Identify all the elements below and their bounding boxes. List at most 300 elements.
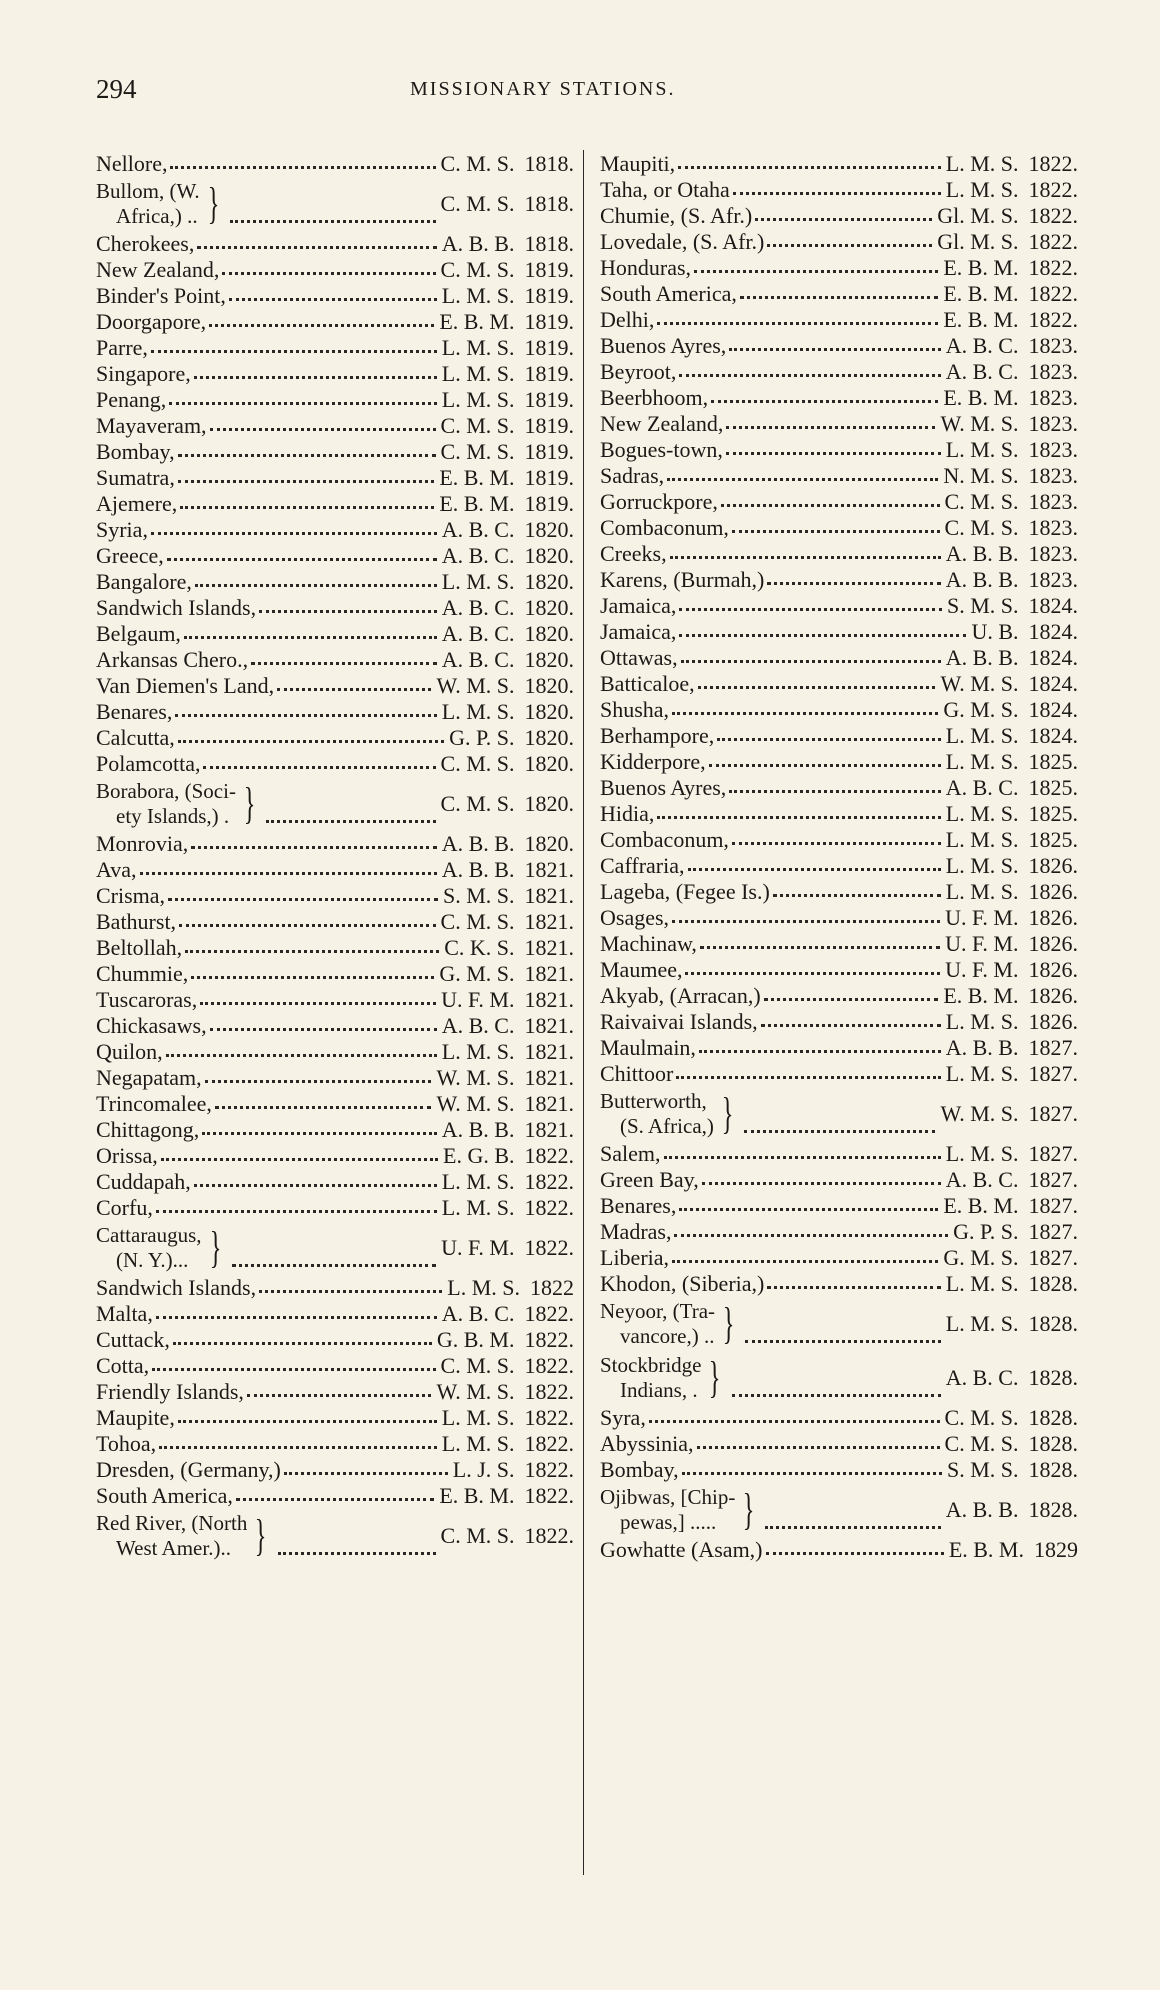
society-code: A. B. C.: [441, 620, 515, 646]
station-year: 1827.: [1028, 1218, 1078, 1244]
station-place: [96, 779, 236, 829]
dot-leader: [764, 997, 939, 1001]
station-place: Khodon, (Siberia,): [600, 1270, 765, 1296]
station-year: 1822: [530, 1274, 574, 1300]
station-place: Batticaloe,: [600, 670, 695, 696]
station-entry: [96, 231, 574, 257]
station-entry: [96, 909, 574, 935]
society-code: L. M. S.: [945, 1310, 1019, 1336]
station-place: Benares,: [600, 1192, 677, 1218]
society-code: U. F. M.: [945, 930, 1019, 956]
society-code: L. M. S.: [945, 436, 1019, 462]
dot-leader: [168, 897, 438, 901]
station-place: Machinaw,: [600, 930, 697, 956]
dot-leader: [197, 245, 436, 249]
dot-leader: [729, 347, 940, 351]
dot-leader: [251, 661, 437, 665]
dot-leader: [672, 1259, 938, 1263]
society-code: W. M. S.: [436, 1090, 515, 1116]
station-place: South America,: [600, 280, 737, 306]
society-code: W. M. S.: [940, 670, 1019, 696]
station-year: 1819.: [524, 438, 574, 464]
station-year: 1822.: [1028, 150, 1078, 176]
station-place: New Zealand,: [600, 410, 724, 436]
station-place: Crisma,: [96, 882, 166, 908]
station-entry: [96, 1353, 574, 1379]
station-year: 1824.: [1028, 722, 1078, 748]
station-year: 1821.: [524, 1038, 574, 1064]
station-year: 1822.: [1028, 176, 1078, 202]
station-year: 1819.: [524, 256, 574, 282]
dot-leader: [178, 739, 444, 743]
station-entry: [96, 257, 574, 283]
dot-leader: [202, 1131, 436, 1135]
station-place: Cuddapah,: [96, 1168, 191, 1194]
station-entry: [600, 1087, 1078, 1141]
station-place: Creeks,: [600, 540, 667, 566]
station-place: South America,: [96, 1482, 233, 1508]
society-code: C. M. S.: [440, 412, 515, 438]
station-entry: [96, 517, 574, 543]
station-entry: [96, 1405, 574, 1431]
station-entry: [600, 905, 1078, 931]
station-entry: [96, 1013, 574, 1039]
station-year: 1822.: [1028, 202, 1078, 228]
station-year: 1822.: [524, 1194, 574, 1220]
station-year: 1825.: [1028, 748, 1078, 774]
dot-leader: [732, 841, 941, 845]
station-place: Liberia,: [600, 1244, 670, 1270]
station-entry: [600, 1271, 1078, 1297]
station-place-line: pewas,] .....: [620, 1510, 717, 1534]
station-year: 1819.: [524, 308, 574, 334]
dot-leader: [697, 1445, 940, 1449]
station-place: Beltollah,: [96, 934, 183, 960]
station-year: 1823.: [1028, 332, 1078, 358]
station-year: 1819.: [524, 464, 574, 490]
station-place: Gowhatte (Asam,): [600, 1536, 763, 1562]
society-code: E. B. M.: [943, 1192, 1019, 1218]
dot-leader: [178, 479, 434, 483]
society-code: U. F. M.: [945, 904, 1019, 930]
dot-leader: [232, 1263, 436, 1267]
dot-leader: [732, 1393, 941, 1397]
station-entry: [600, 645, 1078, 671]
dot-leader: [733, 191, 941, 195]
station-place: Calcutta,: [96, 724, 175, 750]
station-entry: [600, 177, 1078, 203]
dot-leader: [740, 295, 938, 299]
station-entry: [96, 335, 574, 361]
station-entry: [600, 1457, 1078, 1483]
station-place: Van Diemen's Land,: [96, 672, 275, 698]
society-code: U. F. M.: [441, 986, 515, 1012]
station-year: 1827.: [1028, 1140, 1078, 1166]
society-code: S. M. S.: [946, 592, 1019, 618]
society-code: E. B. M.: [439, 490, 515, 516]
dot-leader: [679, 373, 940, 377]
station-entry: [600, 307, 1078, 333]
dot-leader: [674, 1233, 948, 1237]
station-year: 1827.: [1028, 1244, 1078, 1270]
station-place-line: ety Islands,) .: [116, 804, 230, 828]
station-place: Chittagong,: [96, 1116, 200, 1142]
station-year: 1821.: [524, 856, 574, 882]
station-place: Bogues-town,: [600, 436, 723, 462]
society-code: W. M. S.: [436, 672, 515, 698]
station-place: Cherokees,: [96, 230, 195, 256]
station-year: 1828.: [1028, 1430, 1078, 1456]
station-place-line: Africa,) ..: [116, 204, 198, 228]
station-entry: [96, 595, 574, 621]
station-entry: [600, 1061, 1078, 1087]
society-code: L. M. S.: [945, 800, 1019, 826]
dot-leader: [732, 529, 940, 533]
society-code: L. M. S.: [441, 1168, 515, 1194]
dot-leader: [755, 217, 932, 221]
station-entry: [96, 1169, 574, 1195]
society-code: A. B. C.: [945, 332, 1019, 358]
brace-glyph: }: [243, 779, 256, 828]
society-code: A. B. B.: [945, 1496, 1019, 1522]
society-code: C. M. S.: [440, 908, 515, 934]
society-code: C. M. S.: [440, 256, 515, 282]
dot-leader: [766, 1551, 944, 1555]
dot-leader: [657, 815, 940, 819]
page-number: 294: [96, 74, 137, 104]
dot-leader: [191, 845, 436, 849]
society-code: A. B. B.: [441, 1116, 515, 1142]
dot-leader: [215, 1105, 432, 1109]
station-place: Binder's Point,: [96, 282, 226, 308]
station-place: Orissa,: [96, 1142, 158, 1168]
society-code: L. M. S.: [945, 1008, 1019, 1034]
station-place: New Zealand,: [96, 256, 220, 282]
station-year: 1822.: [524, 1522, 574, 1548]
station-year: 1826.: [1028, 878, 1078, 904]
society-code: C. M. S.: [944, 1430, 1019, 1456]
station-entry: [600, 1537, 1078, 1563]
station-year: 1827.: [1028, 1166, 1078, 1192]
dot-leader: [161, 1157, 438, 1161]
station-place: Shusha,: [600, 696, 670, 722]
society-code: L. M. S.: [945, 826, 1019, 852]
station-entry: [96, 857, 574, 883]
station-entry: [600, 801, 1078, 827]
station-entry: [600, 1009, 1078, 1035]
station-year: 1820.: [524, 724, 574, 750]
station-year: 1824.: [1028, 670, 1078, 696]
dot-leader: [670, 555, 941, 559]
station-entry: [96, 883, 574, 909]
right-column: [600, 151, 1078, 1563]
station-entry: [600, 1035, 1078, 1061]
station-entry: [96, 177, 574, 231]
dot-leader: [179, 923, 435, 927]
station-year: 1821.: [524, 882, 574, 908]
station-entry: [96, 621, 574, 647]
dot-leader: [761, 1023, 941, 1027]
station-entry: [96, 543, 574, 569]
station-year: 1824.: [1028, 618, 1078, 644]
station-year: 1827.: [1028, 1100, 1078, 1126]
station-place-line: Neyoor, (Tra-: [600, 1299, 716, 1323]
station-place-line: Red River, (North: [96, 1511, 248, 1535]
station-entry: [96, 1221, 574, 1275]
station-year: 1822.: [524, 1352, 574, 1378]
station-place: [96, 179, 200, 229]
station-entry: [600, 1245, 1078, 1271]
station-place: Hidia,: [600, 800, 655, 826]
society-code: G. M. S.: [943, 696, 1019, 722]
station-place: Chummie,: [96, 960, 189, 986]
station-place: Doorgapore,: [96, 308, 207, 334]
dot-leader: [210, 427, 436, 431]
station-place: Akyab, (Arracan,): [600, 982, 761, 1008]
dot-leader: [767, 581, 940, 585]
station-entry: [600, 671, 1078, 697]
society-code: C. M. S.: [440, 750, 515, 776]
dot-leader: [200, 1001, 436, 1005]
dot-leader: [682, 1471, 942, 1475]
station-place: Mayaveram,: [96, 412, 207, 438]
station-entry: [96, 725, 574, 751]
station-entry: [96, 1509, 574, 1563]
station-place: Chittoor: [600, 1060, 674, 1086]
brace-glyph: }: [743, 1485, 755, 1534]
station-entry: [96, 309, 574, 335]
station-entry: [96, 699, 574, 725]
dot-leader: [284, 1471, 448, 1475]
dot-leader: [167, 557, 437, 561]
dot-leader: [679, 1207, 938, 1211]
dot-leader: [152, 1367, 435, 1371]
society-code: L. J. S.: [452, 1456, 515, 1482]
station-place: Green Bay,: [600, 1166, 699, 1192]
station-entry: [600, 255, 1078, 281]
column-divider: [583, 150, 584, 1875]
society-code: A. B. B.: [945, 566, 1019, 592]
station-place: Monrovia,: [96, 830, 189, 856]
dot-leader: [685, 971, 940, 975]
station-entry: [600, 567, 1078, 593]
station-year: 1825.: [1028, 774, 1078, 800]
station-place: Berhampore,: [600, 722, 715, 748]
station-place: Parre,: [96, 334, 148, 360]
station-place: Beyroot,: [600, 358, 677, 384]
station-place: Sadras,: [600, 462, 665, 488]
station-year: 1820.: [524, 594, 574, 620]
station-year: 1820.: [524, 542, 574, 568]
dot-leader: [679, 607, 942, 611]
station-year: 1826.: [1028, 982, 1078, 1008]
station-year: 1822.: [1028, 228, 1078, 254]
society-code: L. M. S.: [945, 150, 1019, 176]
station-entry: [600, 411, 1078, 437]
station-place: [96, 1511, 247, 1561]
society-code: U. F. M.: [441, 1234, 515, 1260]
station-entry: [600, 1297, 1078, 1351]
society-code: A. B. C.: [441, 1012, 515, 1038]
station-place: Sandwich Islands,: [96, 594, 257, 620]
station-place: Maupite,: [96, 1404, 175, 1430]
station-year: 1821.: [524, 1012, 574, 1038]
station-year: 1823.: [1028, 514, 1078, 540]
station-place: Malta,: [96, 1300, 153, 1326]
society-code: E. B. M.: [943, 254, 1019, 280]
society-code: C. M. S.: [440, 1352, 515, 1378]
station-year: 1820.: [524, 568, 574, 594]
station-place-line: Ojibwas, [Chip-: [600, 1485, 736, 1509]
society-code: L. M. S.: [945, 176, 1019, 202]
station-year: 1822.: [524, 1456, 574, 1482]
society-code: U. B.: [971, 618, 1019, 644]
station-year: 1820.: [524, 516, 574, 542]
station-year: 1826.: [1028, 852, 1078, 878]
station-entry: [96, 751, 574, 777]
dot-leader: [151, 349, 437, 353]
station-entry: [96, 1301, 574, 1327]
society-code: Gl. M. S.: [937, 202, 1019, 228]
society-code: L. M. S.: [945, 722, 1019, 748]
station-place: Dresden, (Germany,): [96, 1456, 281, 1482]
society-code: W. M. S.: [940, 410, 1019, 436]
station-place-line: Cattaraugus,: [96, 1223, 202, 1247]
society-code: L. M. S.: [441, 1038, 515, 1064]
station-entry: [600, 489, 1078, 515]
society-code: W. M. S.: [436, 1064, 515, 1090]
station-entry: [96, 1379, 574, 1405]
station-entry: [96, 491, 574, 517]
station-year: 1819.: [524, 282, 574, 308]
station-year: 1822.: [1028, 280, 1078, 306]
dot-leader: [711, 399, 938, 403]
society-code: C. M. S.: [440, 150, 515, 176]
station-year: 1821.: [524, 1116, 574, 1142]
station-entry: [96, 831, 574, 857]
station-entry: [96, 935, 574, 961]
society-code: A. B. C.: [945, 1166, 1019, 1192]
dot-leader: [184, 635, 437, 639]
dot-leader: [765, 1525, 940, 1529]
station-place: Buenos Ayres,: [600, 774, 727, 800]
station-year: 1821.: [524, 960, 574, 986]
society-code: A. B. C.: [945, 1364, 1019, 1390]
society-code: E. B. M.: [439, 308, 515, 334]
station-place: [600, 1485, 735, 1535]
society-code: L. M. S.: [945, 852, 1019, 878]
society-code: L. M. S.: [945, 1270, 1019, 1296]
station-place: Karens, (Burmah,): [600, 566, 765, 592]
station-year: 1823.: [1028, 358, 1078, 384]
station-entry: [96, 1327, 574, 1353]
station-entry: [96, 413, 574, 439]
station-year: 1821.: [524, 1090, 574, 1116]
society-code: A. B. B.: [441, 830, 515, 856]
station-entry: [96, 569, 574, 595]
society-code: A. B. B.: [945, 1034, 1019, 1060]
brace-glyph: }: [207, 179, 220, 228]
brace-glyph: }: [255, 1511, 267, 1560]
station-entry: [600, 723, 1078, 749]
society-code: C. M. S.: [440, 190, 515, 216]
station-entry: [96, 987, 574, 1013]
dot-leader: [140, 871, 437, 875]
station-entry: [600, 1351, 1078, 1405]
society-code: L. M. S.: [945, 1140, 1019, 1166]
dot-leader: [664, 1155, 941, 1159]
station-place-line: Butterworth,: [600, 1089, 707, 1113]
station-entry: [600, 515, 1078, 541]
society-code: C. M. S.: [944, 488, 1019, 514]
station-year: 1822.: [524, 1404, 574, 1430]
station-place: Syria,: [96, 516, 148, 542]
dot-leader: [178, 453, 436, 457]
station-year: 1829: [1034, 1536, 1078, 1562]
society-code: Gl. M. S.: [937, 228, 1019, 254]
station-year: 1822.: [524, 1234, 574, 1260]
station-place: Bangalore,: [96, 568, 192, 594]
society-code: L. M. S.: [441, 1404, 515, 1430]
dot-leader: [209, 323, 434, 327]
society-code: L. M. S.: [441, 568, 515, 594]
station-entry: [600, 1405, 1078, 1431]
station-place: Sumatra,: [96, 464, 175, 490]
station-year: 1826.: [1028, 956, 1078, 982]
station-year: 1825.: [1028, 800, 1078, 826]
dot-leader: [169, 401, 436, 405]
station-place-line: vancore,) ..: [620, 1324, 715, 1348]
station-entry: [600, 853, 1078, 879]
station-entry: [600, 281, 1078, 307]
station-place: Arkansas Chero.,: [96, 646, 249, 672]
station-place-line: Borabora, (Soci-: [96, 779, 236, 803]
dot-leader: [175, 713, 436, 717]
dot-leader: [773, 893, 941, 897]
station-entry: [600, 1431, 1078, 1457]
dot-leader: [700, 945, 940, 949]
station-place: Kidderpore,: [600, 748, 706, 774]
dot-leader: [745, 1339, 941, 1343]
station-entry: [96, 961, 574, 987]
dot-leader: [277, 687, 431, 691]
station-year: 1822.: [524, 1168, 574, 1194]
station-year: 1820.: [524, 750, 574, 776]
station-entry: [600, 385, 1078, 411]
station-entry: [96, 1457, 574, 1483]
station-entry: [600, 619, 1078, 645]
station-entry: [96, 465, 574, 491]
station-place: Lovedale, (S. Afr.): [600, 228, 765, 254]
station-place: Sandwich Islands,: [96, 1274, 257, 1300]
station-place: [600, 1299, 715, 1349]
station-place: Ajemere,: [96, 490, 178, 516]
station-year: 1823.: [1028, 488, 1078, 514]
station-year: 1828.: [1028, 1270, 1078, 1296]
dot-leader: [259, 609, 437, 613]
station-place: Maulmain,: [600, 1034, 696, 1060]
society-code: C. K. S.: [444, 934, 515, 960]
station-place: Lageba, (Fegee Is.): [600, 878, 770, 904]
station-place: Caffraria,: [600, 852, 685, 878]
station-place: [600, 1089, 714, 1139]
station-place: Belgaum,: [96, 620, 181, 646]
station-place: Friendly Islands,: [96, 1378, 244, 1404]
society-code: L. M. S.: [441, 1194, 515, 1220]
dot-leader: [667, 477, 938, 481]
station-place: Madras,: [600, 1218, 672, 1244]
station-year: 1819.: [524, 334, 574, 360]
